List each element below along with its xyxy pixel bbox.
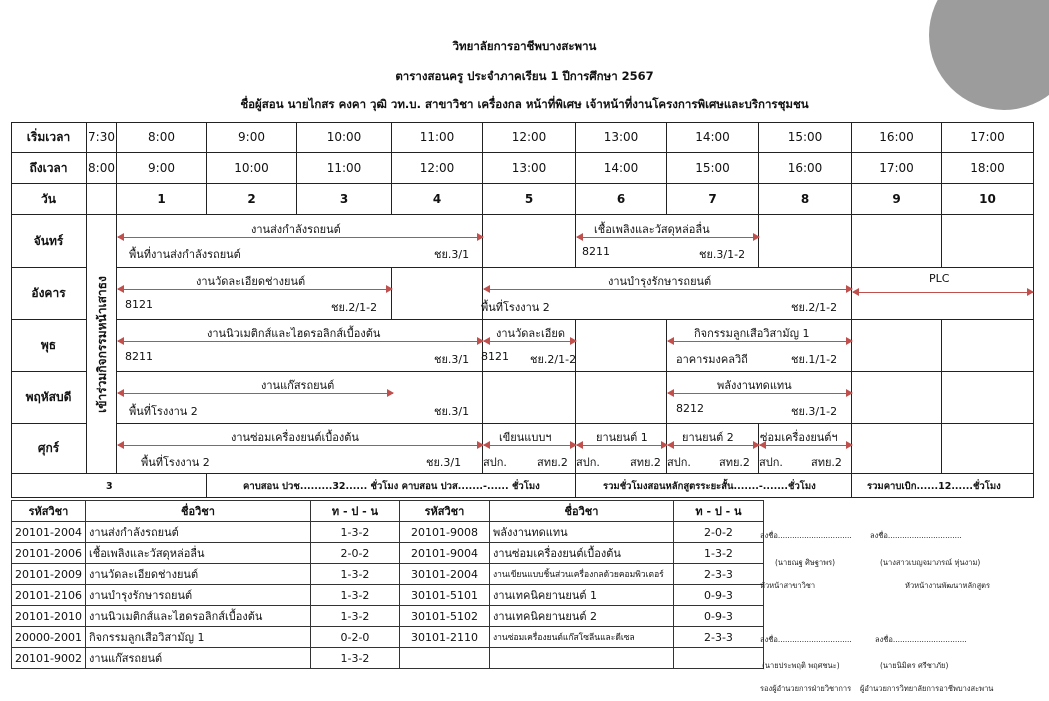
subject-code: 30101-2004: [399, 564, 489, 585]
period-cell: 7: [667, 184, 759, 215]
col-tpn: ท - ป - น: [310, 501, 399, 522]
subject-code: 30101-2110: [399, 627, 489, 648]
subject-name: งานเทคนิคยานยนต์ 1: [489, 585, 673, 606]
signer-position-4: ผู้อำนวยการวิทยาลัยการอาชีพบางสะพาน: [860, 684, 994, 693]
signer-name-3: (นายประพฤติ พฤศชนะ): [762, 661, 840, 670]
mon-free-8: [759, 215, 852, 268]
col-name: ชื่อวิชา: [85, 501, 310, 522]
subject-code: 20101-2006: [12, 543, 86, 564]
subject-code: 20000-2001: [12, 627, 86, 648]
summary-hours-a: คาบสอน ปวช.........32...... ชั่วโมง คาบสอน ปวส.......-...... ชั่วโมง: [243, 480, 540, 492]
subject-code: 20101-2106: [12, 585, 86, 606]
subject-tpn: 1-3-2: [673, 543, 763, 564]
subject-code: [399, 648, 489, 669]
sign-line-1: ลงชื่อ...............................: [760, 531, 852, 540]
subject-tpn: 1-3-2: [310, 585, 399, 606]
fri-b2-group: สทย.2: [537, 456, 568, 469]
subject-name: กิจกรรมลูกเสือวิสามัญ 1: [85, 627, 310, 648]
wed-b1-group: ชย.3/1: [434, 353, 470, 366]
wed-b3-arrow: [668, 341, 852, 342]
thu-free-10: [942, 372, 1034, 424]
thu-free-6: [576, 372, 667, 424]
subject-tpn: 1-3-2: [310, 522, 399, 543]
thu-b2-arrow: [668, 393, 852, 394]
subject-tpn: 1-3-2: [310, 606, 399, 627]
end-cell: 12:00: [392, 153, 483, 184]
tue-b1-room: 8121: [125, 298, 153, 311]
end-row-label: ถึงเวลา: [11, 153, 87, 184]
subject-name: งานบำรุงรักษารถยนต์: [85, 585, 310, 606]
period-blank-cell: [87, 184, 117, 215]
wed-b2-group: ชย.2/1-2: [530, 353, 577, 366]
subject-name: เชื้อเพลิงและวัสดุหล่อลื่น: [85, 543, 310, 564]
schedule-title: ตารางสอนครู ประจำภาคเรียน 1 ปีการศึกษา 2567: [395, 69, 654, 83]
subject-row: [12, 606, 764, 627]
thu-b1-group: ชย.3/1: [434, 405, 470, 418]
col-tpn-2: ท - ป - น: [673, 501, 763, 522]
subject-tpn: 2-3-3: [673, 627, 763, 648]
subject-code: 20101-9004: [399, 543, 489, 564]
subject-tpn: 1-3-2: [310, 648, 399, 669]
period-cell: 4: [392, 184, 483, 215]
fri-b5-title: ซ่อมเครื่องยนต์ฯ: [760, 431, 838, 444]
signer-position-2: หัวหน้างานพัฒนาหลักสูตร: [905, 581, 991, 590]
start-cell: 15:00: [759, 122, 852, 153]
fri-b5-group: สทย.2: [811, 456, 842, 469]
thu-b1-room: พื้นที่โรงงาน 2: [129, 405, 198, 418]
mon-b2-arrow: [577, 237, 759, 238]
subject-tpn: 0-2-0: [310, 627, 399, 648]
day-tuesday: อังคาร: [11, 268, 87, 320]
tue-b2-room: พื้นที่โรงงาน 2: [481, 301, 550, 314]
signer-name-2: (นางสาวเบญจมาภรณ์ หุ่นงาม): [880, 558, 981, 567]
thu-b1-arrow: [118, 393, 393, 394]
subject-tpn: 0-9-3: [673, 585, 763, 606]
end-cell: 11:00: [297, 153, 392, 184]
col-code-2: รหัสวิชา: [399, 501, 489, 522]
tue-free-4: [392, 268, 483, 320]
thu-b1-title: งานแก๊สรถยนต์: [261, 379, 335, 392]
end-cell: 13:00: [483, 153, 576, 184]
thu-free-9: [852, 372, 942, 424]
fri-b1-group: ชย.3/1: [426, 456, 462, 469]
summary-count: 3: [106, 480, 113, 492]
fri-b2-room: สปก.: [483, 456, 507, 469]
fri-b4-arrow: [668, 445, 759, 446]
col-name-2: ชื่อวิชา: [489, 501, 673, 522]
start-cell: 9:00: [207, 122, 297, 153]
end-cell: 18:00: [942, 153, 1034, 184]
tue-b1-group: ชย.2/1-2: [331, 301, 378, 314]
start-cell: 17:00: [942, 122, 1034, 153]
fri-b3-title: ยานยนต์ 1: [596, 431, 648, 444]
tue-b2-title: งานบำรุงรักษารถยนต์: [608, 275, 712, 288]
end-cell: 14:00: [576, 153, 667, 184]
mon-b2-room: 8211: [582, 245, 610, 258]
end-cell: 10:00: [207, 153, 297, 184]
subject-table: [11, 500, 764, 669]
period-cell: 8: [759, 184, 852, 215]
sign-line-4: ลงชื่อ...............................: [875, 635, 967, 644]
subject-row: [12, 648, 764, 669]
sign-line-2: ลงชื่อ...............................: [870, 531, 962, 540]
end-cell: 8:00: [87, 153, 117, 184]
period-cell: 10: [942, 184, 1034, 215]
fri-b1-room: พื้นที่โรงงาน 2: [141, 456, 210, 469]
period-cell: 5: [483, 184, 576, 215]
subject-row: [12, 627, 764, 648]
start-cell: 10:00: [297, 122, 392, 153]
wed-b3-group: ชย.1/1-2: [791, 353, 838, 366]
subject-row: [12, 522, 764, 543]
thu-free-5: [483, 372, 576, 424]
subject-code: 20101-2009: [12, 564, 86, 585]
end-cell: 9:00: [117, 153, 207, 184]
signer-name-4: (นายนิมิตร ศรีชาภัย): [880, 661, 949, 670]
thu-b2-room: 8212: [676, 402, 704, 415]
subject-name: พลังงานทดแทน: [489, 522, 673, 543]
thu-b2-group: ชย.3/1-2: [791, 405, 838, 418]
mon-free-5: [483, 215, 576, 268]
day-friday: ศุกร์: [11, 424, 87, 474]
subject-code: 20101-9002: [12, 648, 86, 669]
wed-b2-title: งานวัดละเอียด: [496, 327, 565, 340]
end-cell: 17:00: [852, 153, 942, 184]
wed-free-10: [942, 320, 1034, 372]
day-thursday: พฤหัสบดี: [11, 372, 87, 424]
subject-name: [489, 648, 673, 669]
subject-tpn: 1-3-2: [310, 564, 399, 585]
schedule-grid: [11, 122, 1034, 498]
subject-code: 20101-2004: [12, 522, 86, 543]
subject-tpn: 2-0-2: [310, 543, 399, 564]
subject-tpn: 2-3-3: [673, 564, 763, 585]
start-cell: 8:00: [117, 122, 207, 153]
start-cell: 14:00: [667, 122, 759, 153]
subject-code: 30101-5102: [399, 606, 489, 627]
subject-code: 20101-2010: [12, 606, 86, 627]
tue-b1-arrow: [118, 289, 392, 290]
signer-position-1: หัวหน้าสาขาวิชา: [760, 581, 816, 590]
summary-hours-c: รวมคาบเบิก......12......ชั่วโมง: [867, 480, 1001, 492]
mon-b1-group: ชย.3/1: [434, 248, 470, 261]
tue-b2-group: ชย.2/1-2: [791, 301, 838, 314]
sign-line-3: ลงชื่อ...............................: [760, 635, 852, 644]
day-monday: จันทร์: [11, 215, 87, 268]
fri-b3-room: สปก.: [576, 456, 600, 469]
wed-b1-arrow: [118, 341, 483, 342]
period-cell: 6: [576, 184, 667, 215]
fri-b4-room: สปก.: [667, 456, 691, 469]
subject-name: งานเทคนิคยานยนต์ 2: [489, 606, 673, 627]
day-wednesday: พุธ: [11, 320, 87, 372]
subject-name: งานส่งกำลังรถยนต์: [85, 522, 310, 543]
mon-b1-room: พื้นที่งานส่งกำลังรถยนต์: [129, 248, 241, 261]
wed-b3-title: กิจกรรมลูกเสือวิสามัญ 1: [694, 327, 810, 340]
start-row-label: เริ่มเวลา: [11, 122, 87, 153]
period-cell: 2: [207, 184, 297, 215]
subject-row: [12, 564, 764, 585]
mon-b1-title: งานส่งกำลังรถยนต์: [251, 223, 341, 236]
mon-b2-title: เชื้อเพลิงและวัสดุหล่อลื่น: [594, 223, 710, 236]
period-cell: 1: [117, 184, 207, 215]
subject-name: งานซ่อมเครื่องยนต์เบื้องต้น: [489, 543, 673, 564]
wed-b3-room: อาคารมงคลวิถี: [676, 353, 748, 366]
fri-b5-room: สปก.: [759, 456, 783, 469]
fri-b2-arrow: [484, 445, 576, 446]
fri-b1-arrow: [118, 445, 483, 446]
wed-b2-room: 8121: [481, 350, 509, 363]
wed-free-9: [852, 320, 942, 372]
subject-tpn: 0-9-3: [673, 606, 763, 627]
summary-hours-b: รวมชั่วโมงสอนหลักสูตรระยะสั้น.......-.......ชั่วโมง: [603, 480, 816, 492]
start-cell: 13:00: [576, 122, 667, 153]
wed-b2-arrow: [484, 341, 576, 342]
wed-free-6: [576, 320, 667, 372]
fri-b4-title: ยานยนต์ 2: [682, 431, 734, 444]
mon-free-9: [852, 215, 942, 268]
start-cell: 12:00: [483, 122, 576, 153]
fri-b2-title: เขียนแบบฯ: [499, 431, 552, 444]
fri-b5-arrow: [760, 445, 852, 446]
tue-b1-title: งานวัดละเอียดช่างยนต์: [196, 275, 306, 288]
tue-b3-title: PLC: [929, 272, 950, 285]
subject-tpn: 2-0-2: [673, 522, 763, 543]
teacher-info: ชื่อผู้สอน นายไกสร คงคา วุฒิ วท.บ. สาขาวิชา เครื่องกล หน้าที่พิเศษ เจ้าหน้าที่งานโครงการพิเศษและบริการชุมชน: [240, 97, 809, 111]
subject-name: งานซ่อมเครื่องยนต์แก๊สโซลีนและดีเซล: [489, 627, 673, 648]
end-cell: 16:00: [759, 153, 852, 184]
thu-b2-title: พลังงานทดแทน: [717, 379, 792, 392]
wed-b1-title: งานนิวเมติกส์และไฮดรอลิกส์เบื้องต้น: [207, 327, 381, 340]
fri-b3-arrow: [577, 445, 667, 446]
start-cell: 11:00: [392, 122, 483, 153]
tue-b2-arrow: [484, 289, 852, 290]
subject-name: งานเขียนแบบชิ้นส่วนเครื่องกลด้วยคอมพิวเตอร์: [489, 564, 673, 585]
start-cell: 16:00: [852, 122, 942, 153]
col-code: รหัสวิชา: [12, 501, 86, 522]
mon-b2-group: ชย.3/1-2: [699, 248, 746, 261]
subject-name: งานวัดละเอียดช่างยนต์: [85, 564, 310, 585]
period-cell: 9: [852, 184, 942, 215]
wed-b1-room: 8211: [125, 350, 153, 363]
period-cell: 3: [297, 184, 392, 215]
end-cell: 15:00: [667, 153, 759, 184]
subject-code: 30101-5101: [399, 585, 489, 606]
subject-row: [12, 543, 764, 564]
homeroom-label: เข้าร่วมกิจกรรมหน้าเสาธง: [94, 276, 109, 413]
mon-free-10: [942, 215, 1034, 268]
subject-name: งานแก๊สรถยนต์: [85, 648, 310, 669]
fri-free-9: [852, 424, 942, 474]
tue-b3-arrow: [853, 292, 1033, 293]
signer-position-3: รองผู้อำนวยการฝ่ายวิชาการ: [760, 684, 852, 693]
college-name: วิทยาลัยการอาชีพบางสะพาน: [452, 39, 597, 53]
fri-b4-group: สทย.2: [719, 456, 750, 469]
period-row-label: วัน: [11, 184, 87, 215]
fri-b1-title: งานซ่อมเครื่องยนต์เบื้องต้น: [231, 431, 359, 444]
subject-name: งานนิวเมติกส์และไฮดรอลิกส์เบื้องต้น: [85, 606, 310, 627]
fri-free-10: [942, 424, 1034, 474]
signer-name-1: (นายณฐ ศิษฐาพร): [775, 558, 836, 567]
subject-code: 20101-9008: [399, 522, 489, 543]
subject-row: [12, 585, 764, 606]
start-cell: 7:30: [87, 122, 117, 153]
subject-tpn: [673, 648, 763, 669]
fri-b3-group: สทย.2: [630, 456, 661, 469]
mon-b1-arrow: [118, 237, 483, 238]
